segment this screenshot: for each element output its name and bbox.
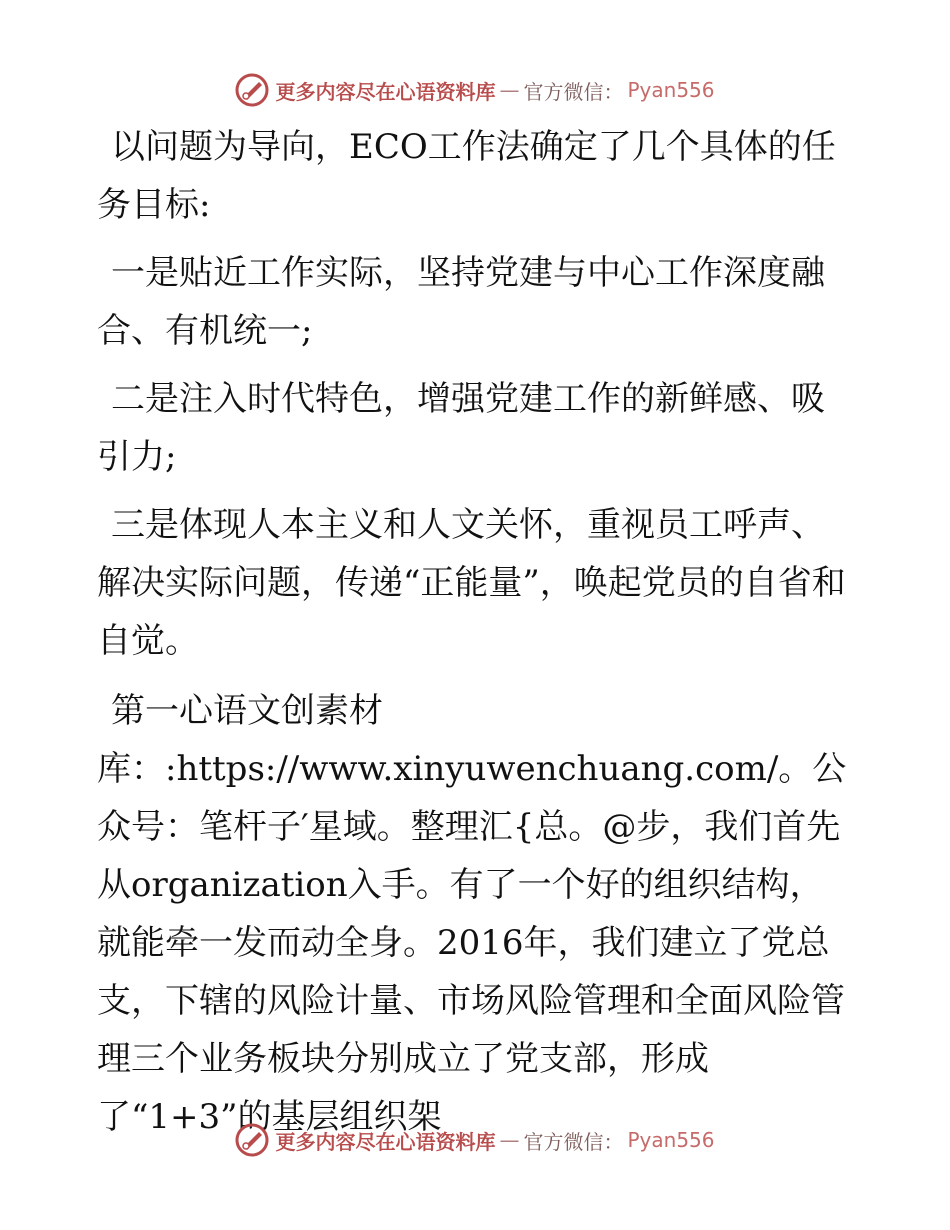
header-brand-text: 更多内容尽在心语资料库 — [275, 79, 496, 104]
brand-logo-icon — [235, 1123, 269, 1157]
paragraph-goal-1 — [97, 244, 857, 360]
paragraph-goal-3-text: 三是体现人本主义和人文关怀，重视员工呼声、解决实际问题，传递“正能量”，唤起党员的自省和自觉。 — [97, 505, 846, 661]
footer-wechat-id: Pyan556 — [627, 1128, 715, 1152]
paragraph-organization-text: 第一心语文创素材库：:https://www.xinyuwenchuang.com/。公众号：笔杆子′星域。整理汇{总。@步，我们首先从organization入手。有了一个好的组织结构，就能牵一发而动全身。2016年，我们建立了党总支，下辖的风险计量、市场风险管理和全面风险管理三个业务板块分别成立了党支部，形成了“1+3”的基层组织架 — [97, 691, 847, 1137]
paragraph-goal-1-text: 一是贴近工作实际，坚持党建与中心工作深度融合、有机统一; — [97, 253, 825, 351]
page-footer-watermark — [0, 1120, 950, 1160]
brand-logo-icon — [235, 73, 269, 107]
footer-brand-text: 更多内容尽在心语资料库 — [275, 1129, 496, 1154]
paragraph-goal-2-text: 二是注入时代特色，增强党建工作的新鲜感、吸引力; — [97, 379, 825, 477]
footer-dash: — — [499, 1128, 520, 1152]
footer-wechat-label: 官方微信： — [523, 1129, 624, 1154]
header-dash: — — [499, 78, 520, 102]
header-wechat-id: Pyan556 — [627, 78, 715, 102]
paragraph-intro — [97, 118, 857, 234]
paragraph-organization — [97, 682, 857, 1146]
header-wechat-label: 官方微信： — [523, 79, 624, 104]
paragraph-goal-3 — [97, 496, 857, 670]
paragraph-goal-2 — [97, 370, 857, 486]
page-header-watermark — [0, 70, 950, 110]
paragraph-intro-text: 以问题为导向，ECO工作法确定了几个具体的任务目标: — [97, 127, 836, 225]
document-body — [97, 118, 857, 1156]
